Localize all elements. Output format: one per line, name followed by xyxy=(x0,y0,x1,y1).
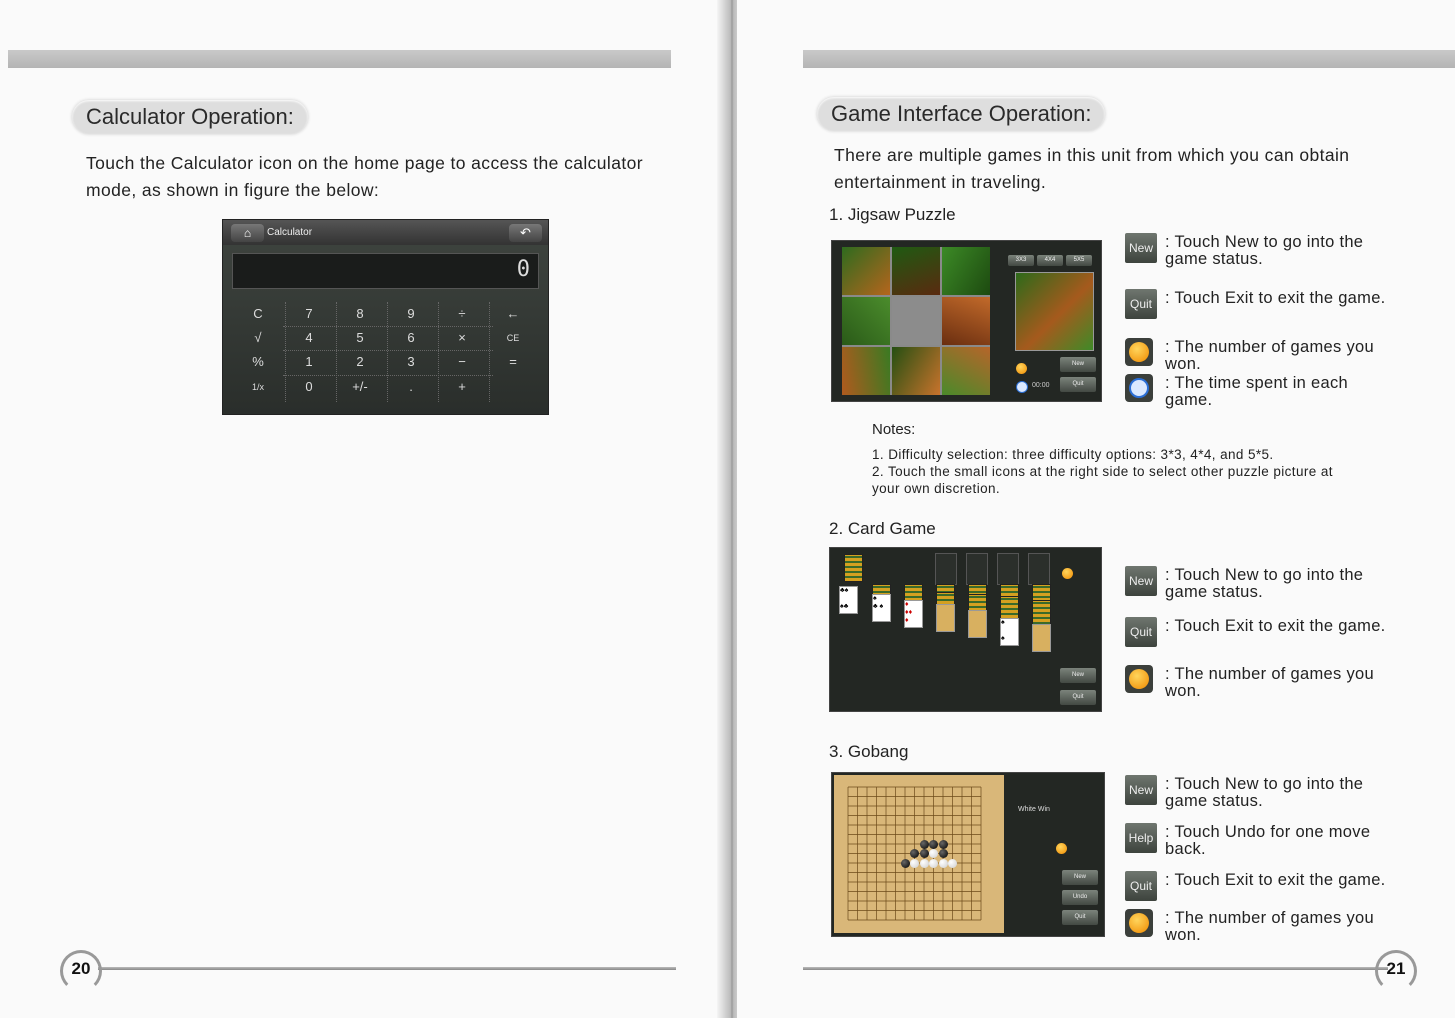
trophy-coin-icon xyxy=(1125,338,1153,366)
page-number-20: 20 xyxy=(71,959,91,978)
foundation-slot[interactable] xyxy=(935,553,957,585)
tableau-card[interactable] xyxy=(1032,624,1051,652)
gobang-grid xyxy=(834,775,1004,933)
puzzle-tile[interactable] xyxy=(842,347,890,395)
jigsaw-quit-button[interactable]: Quit xyxy=(1060,377,1096,392)
legend-description: : Touch New to go into the game status. xyxy=(1165,233,1364,268)
puzzle-tile[interactable] xyxy=(842,247,890,295)
calc-key[interactable]: C xyxy=(253,306,263,321)
puzzle-board xyxy=(842,247,990,395)
clock-icon xyxy=(1016,381,1028,393)
calculator-display xyxy=(232,253,539,289)
calc-key[interactable]: 2 xyxy=(356,354,364,369)
trophy-coin-icon xyxy=(1056,843,1067,854)
jigsaw-screenshot xyxy=(831,240,1102,402)
white-stone xyxy=(929,859,938,868)
gobang-status: White Win xyxy=(1018,806,1050,813)
tableau-card[interactable] xyxy=(968,610,987,638)
game-heading: Game Interface Operation: xyxy=(817,97,1105,131)
tableau-card[interactable] xyxy=(936,604,955,632)
display-value: 0 xyxy=(516,257,530,282)
calc-key[interactable]: ← xyxy=(506,306,520,321)
difficulty-4x4[interactable]: 4X4 xyxy=(1037,255,1063,266)
gobang-quit-button[interactable]: Quit xyxy=(1062,910,1098,925)
calc-divider xyxy=(387,302,389,402)
jigsaw-timer: 00:00 xyxy=(1032,382,1050,389)
legend-description: : Touch Exit to exit the game. xyxy=(1165,617,1386,635)
card-screenshot xyxy=(829,547,1102,712)
tableau-card[interactable]: ♠ ♣ ♠ xyxy=(872,594,891,622)
calc-key[interactable]: 0 xyxy=(305,379,313,394)
legend-description: : Touch Exit to exit the game. xyxy=(1165,289,1386,307)
difficulty-3x3[interactable]: 3X3 xyxy=(1008,255,1034,266)
black-stone xyxy=(929,840,938,849)
page-number-left xyxy=(60,950,100,990)
calc-key[interactable]: 9 xyxy=(407,306,415,321)
calc-key[interactable]: = xyxy=(509,354,517,369)
legend-description: : Touch Undo for one move back. xyxy=(1165,823,1371,858)
calculator-intro: Touch the Calculator icon on the home page to access the calculator mode, as shown in figure the below: xyxy=(86,153,643,200)
gobang-screenshot xyxy=(831,772,1105,937)
quit-icon: Quit xyxy=(1125,617,1157,647)
card-quit-button[interactable]: Quit xyxy=(1060,690,1096,705)
legend-description: : Touch New to go into the game status. xyxy=(1165,566,1364,601)
trophy-coin-icon xyxy=(1125,665,1153,693)
new-icon: New xyxy=(1125,566,1157,596)
top-bar-right xyxy=(803,50,1455,68)
white-stone xyxy=(948,859,957,868)
page-number-right xyxy=(1375,950,1415,990)
card-title: 2. Card Game xyxy=(829,519,936,538)
black-stone xyxy=(939,840,948,849)
gobang-new-button[interactable]: New xyxy=(1062,870,1098,885)
black-stone xyxy=(910,849,919,858)
quit-icon: Quit xyxy=(1125,871,1157,901)
calc-key[interactable]: +/- xyxy=(352,379,368,394)
white-stone xyxy=(939,859,948,868)
calc-divider xyxy=(489,302,491,402)
jigsaw-title: 1. Jigsaw Puzzle xyxy=(829,205,956,224)
legend-description: : The number of games you won. xyxy=(1165,665,1374,700)
black-stone xyxy=(920,849,929,858)
legend-description: : The time spent in each game. xyxy=(1165,374,1348,409)
new-icon: New xyxy=(1125,775,1157,805)
page-number-21: 21 xyxy=(1386,959,1406,978)
foundation-slot[interactable] xyxy=(1028,553,1050,585)
footer-line-right xyxy=(803,967,1388,970)
difficulty-5x5[interactable]: 5X5 xyxy=(1066,255,1092,266)
white-stone xyxy=(920,859,929,868)
note-1: 1. Difficulty selection: three difficulty options: 3*3, 4*4, and 5*5. xyxy=(872,447,1274,462)
top-bar xyxy=(8,50,671,68)
puzzle-tile[interactable] xyxy=(892,247,940,295)
puzzle-tile[interactable] xyxy=(942,247,990,295)
puzzle-preview-image[interactable] xyxy=(1015,272,1094,351)
help-icon: Help xyxy=(1125,823,1157,853)
black-stone xyxy=(901,859,910,868)
left-page xyxy=(0,0,727,1018)
black-stone xyxy=(920,840,929,849)
calculator-title: Calculator xyxy=(267,227,313,238)
gobang-undo-button[interactable]: Undo xyxy=(1062,890,1098,905)
calc-divider xyxy=(283,350,493,352)
trophy-coin-icon xyxy=(1125,909,1153,937)
calc-key[interactable]: 4 xyxy=(305,330,313,345)
black-stone xyxy=(939,849,948,858)
calc-key[interactable]: 1 xyxy=(305,354,313,369)
jigsaw-new-button[interactable]: New xyxy=(1060,357,1096,372)
gobang-title: 3. Gobang xyxy=(829,742,909,761)
calculator-heading: Calculator Operation: xyxy=(72,100,308,134)
calc-key[interactable]: 6 xyxy=(407,330,415,345)
puzzle-tile[interactable] xyxy=(842,297,890,345)
calc-key[interactable]: . xyxy=(409,379,413,394)
calc-key[interactable]: 3 xyxy=(407,354,415,369)
back-arrow-icon[interactable]: ↶ xyxy=(509,224,542,242)
right-page xyxy=(737,0,1455,1018)
legend-description: : Touch Exit to exit the game. xyxy=(1165,871,1386,889)
calc-divider xyxy=(285,302,287,402)
calc-key[interactable]: 5 xyxy=(356,330,364,345)
calc-divider xyxy=(336,302,338,402)
home-icon[interactable]: ⌂ xyxy=(231,224,264,242)
calc-divider xyxy=(283,375,493,377)
white-stone xyxy=(910,859,919,868)
calc-divider xyxy=(283,326,493,328)
puzzle-tile[interactable] xyxy=(942,347,990,395)
calc-key[interactable]: √ xyxy=(254,330,262,345)
clock-icon xyxy=(1125,374,1153,402)
calc-key[interactable]: ÷ xyxy=(458,306,466,321)
puzzle-tile-empty[interactable] xyxy=(892,297,940,345)
puzzle-tile[interactable] xyxy=(892,347,940,395)
calc-key[interactable]: 8 xyxy=(356,306,364,321)
calc-key[interactable]: CE xyxy=(506,333,520,343)
legend-description: : The number of games you won. xyxy=(1165,338,1374,373)
new-icon: New xyxy=(1125,233,1157,263)
tableau-card[interactable]: ♠ ♠ xyxy=(1000,618,1019,646)
foundation-slot[interactable] xyxy=(966,553,988,585)
trophy-coin-icon xyxy=(1062,568,1073,579)
card-new-button[interactable]: New xyxy=(1060,668,1096,683)
gobang-board[interactable] xyxy=(834,775,1004,933)
calculator-screenshot xyxy=(222,219,549,415)
trophy-coin-icon xyxy=(1016,363,1027,374)
notes-title: Notes: xyxy=(872,421,916,438)
calc-key[interactable]: × xyxy=(458,330,466,345)
calculator-titlebar xyxy=(223,220,548,245)
legend-description: : The number of games you won. xyxy=(1165,909,1374,944)
tableau-card[interactable]: ♦ ♦♦ ♦ xyxy=(904,600,923,628)
game-intro: There are multiple games in this unit from which you can obtain entertainment in traveling. xyxy=(834,145,1350,192)
note-2: 2. Touch the small icons at the right side to select other puzzle picture at your own discretion. xyxy=(872,464,1333,496)
footer-line xyxy=(98,967,676,970)
legend-description: : Touch New to go into the game status. xyxy=(1165,775,1364,810)
quit-icon: Quit xyxy=(1125,289,1157,319)
calc-key[interactable]: − xyxy=(458,354,466,369)
calc-key[interactable]: + xyxy=(458,379,466,394)
puzzle-tile[interactable] xyxy=(942,297,990,345)
calc-key[interactable]: % xyxy=(252,354,264,369)
foundation-slot[interactable] xyxy=(997,553,1019,585)
calc-divider xyxy=(438,302,440,402)
card-stock-pile[interactable] xyxy=(844,554,863,582)
card-waste[interactable]: ♣♠ ♠♣ xyxy=(839,586,858,614)
calc-key[interactable]: 7 xyxy=(305,306,313,321)
white-stone xyxy=(929,849,938,858)
calc-key[interactable]: 1/x xyxy=(251,382,264,392)
